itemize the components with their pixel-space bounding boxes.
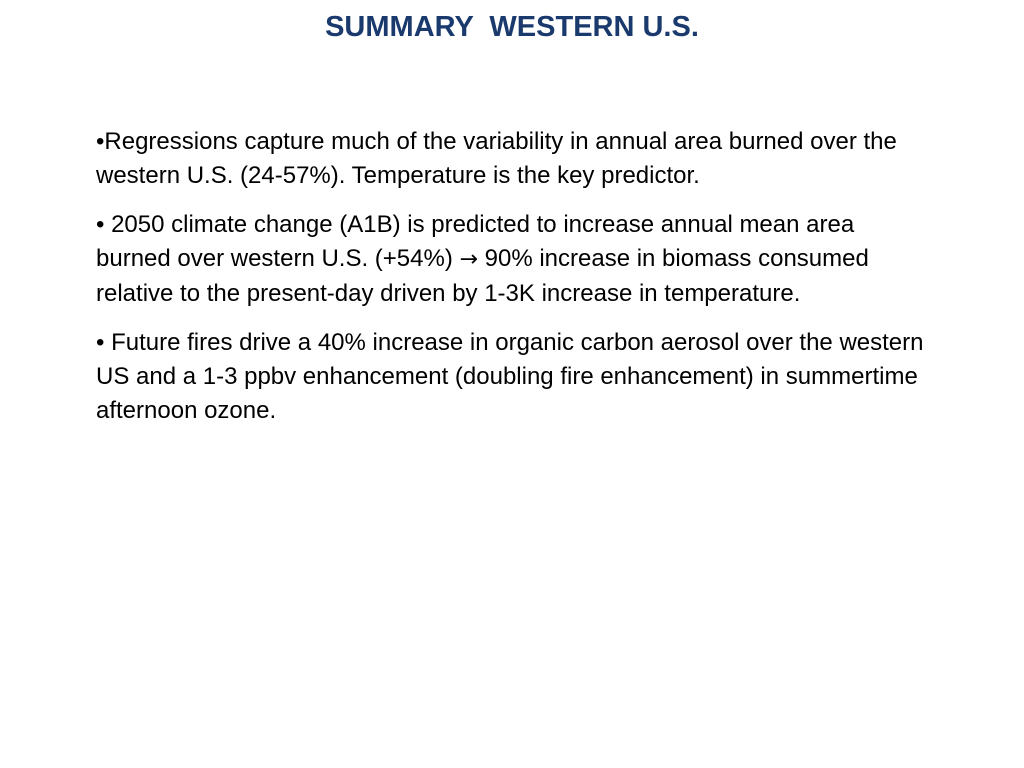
right-arrow-icon: → bbox=[459, 247, 478, 272]
bullet-text-before-arrow: • 2050 climate change (A1B) is predicted to increase annual mean area burned over western U.S. (+54%) bbox=[96, 211, 855, 272]
bullet-list bbox=[96, 125, 926, 443]
bullet-text-after-arrow: 90% increase in biomass consumed relative to the present-day driven by 1-3K increase in temperature. bbox=[96, 245, 869, 307]
bullet-item-climate-change bbox=[96, 208, 926, 311]
bullet-text: • Future fires drive a 40% increase in organic carbon aerosol over the western US and a 1-3 ppbv enhancement (doubling fire enhancement) in summertime afternoon ozone. bbox=[96, 329, 924, 424]
bullet-item-future-fires bbox=[96, 326, 926, 428]
bullet-item-regressions bbox=[96, 125, 926, 193]
slide-title: SUMMARY WESTERN U.S. bbox=[325, 11, 699, 43]
bullet-text: •Regressions capture much of the variability in annual area burned over the western U.S. (24-57%). Temperature is the key predictor. bbox=[96, 128, 897, 189]
